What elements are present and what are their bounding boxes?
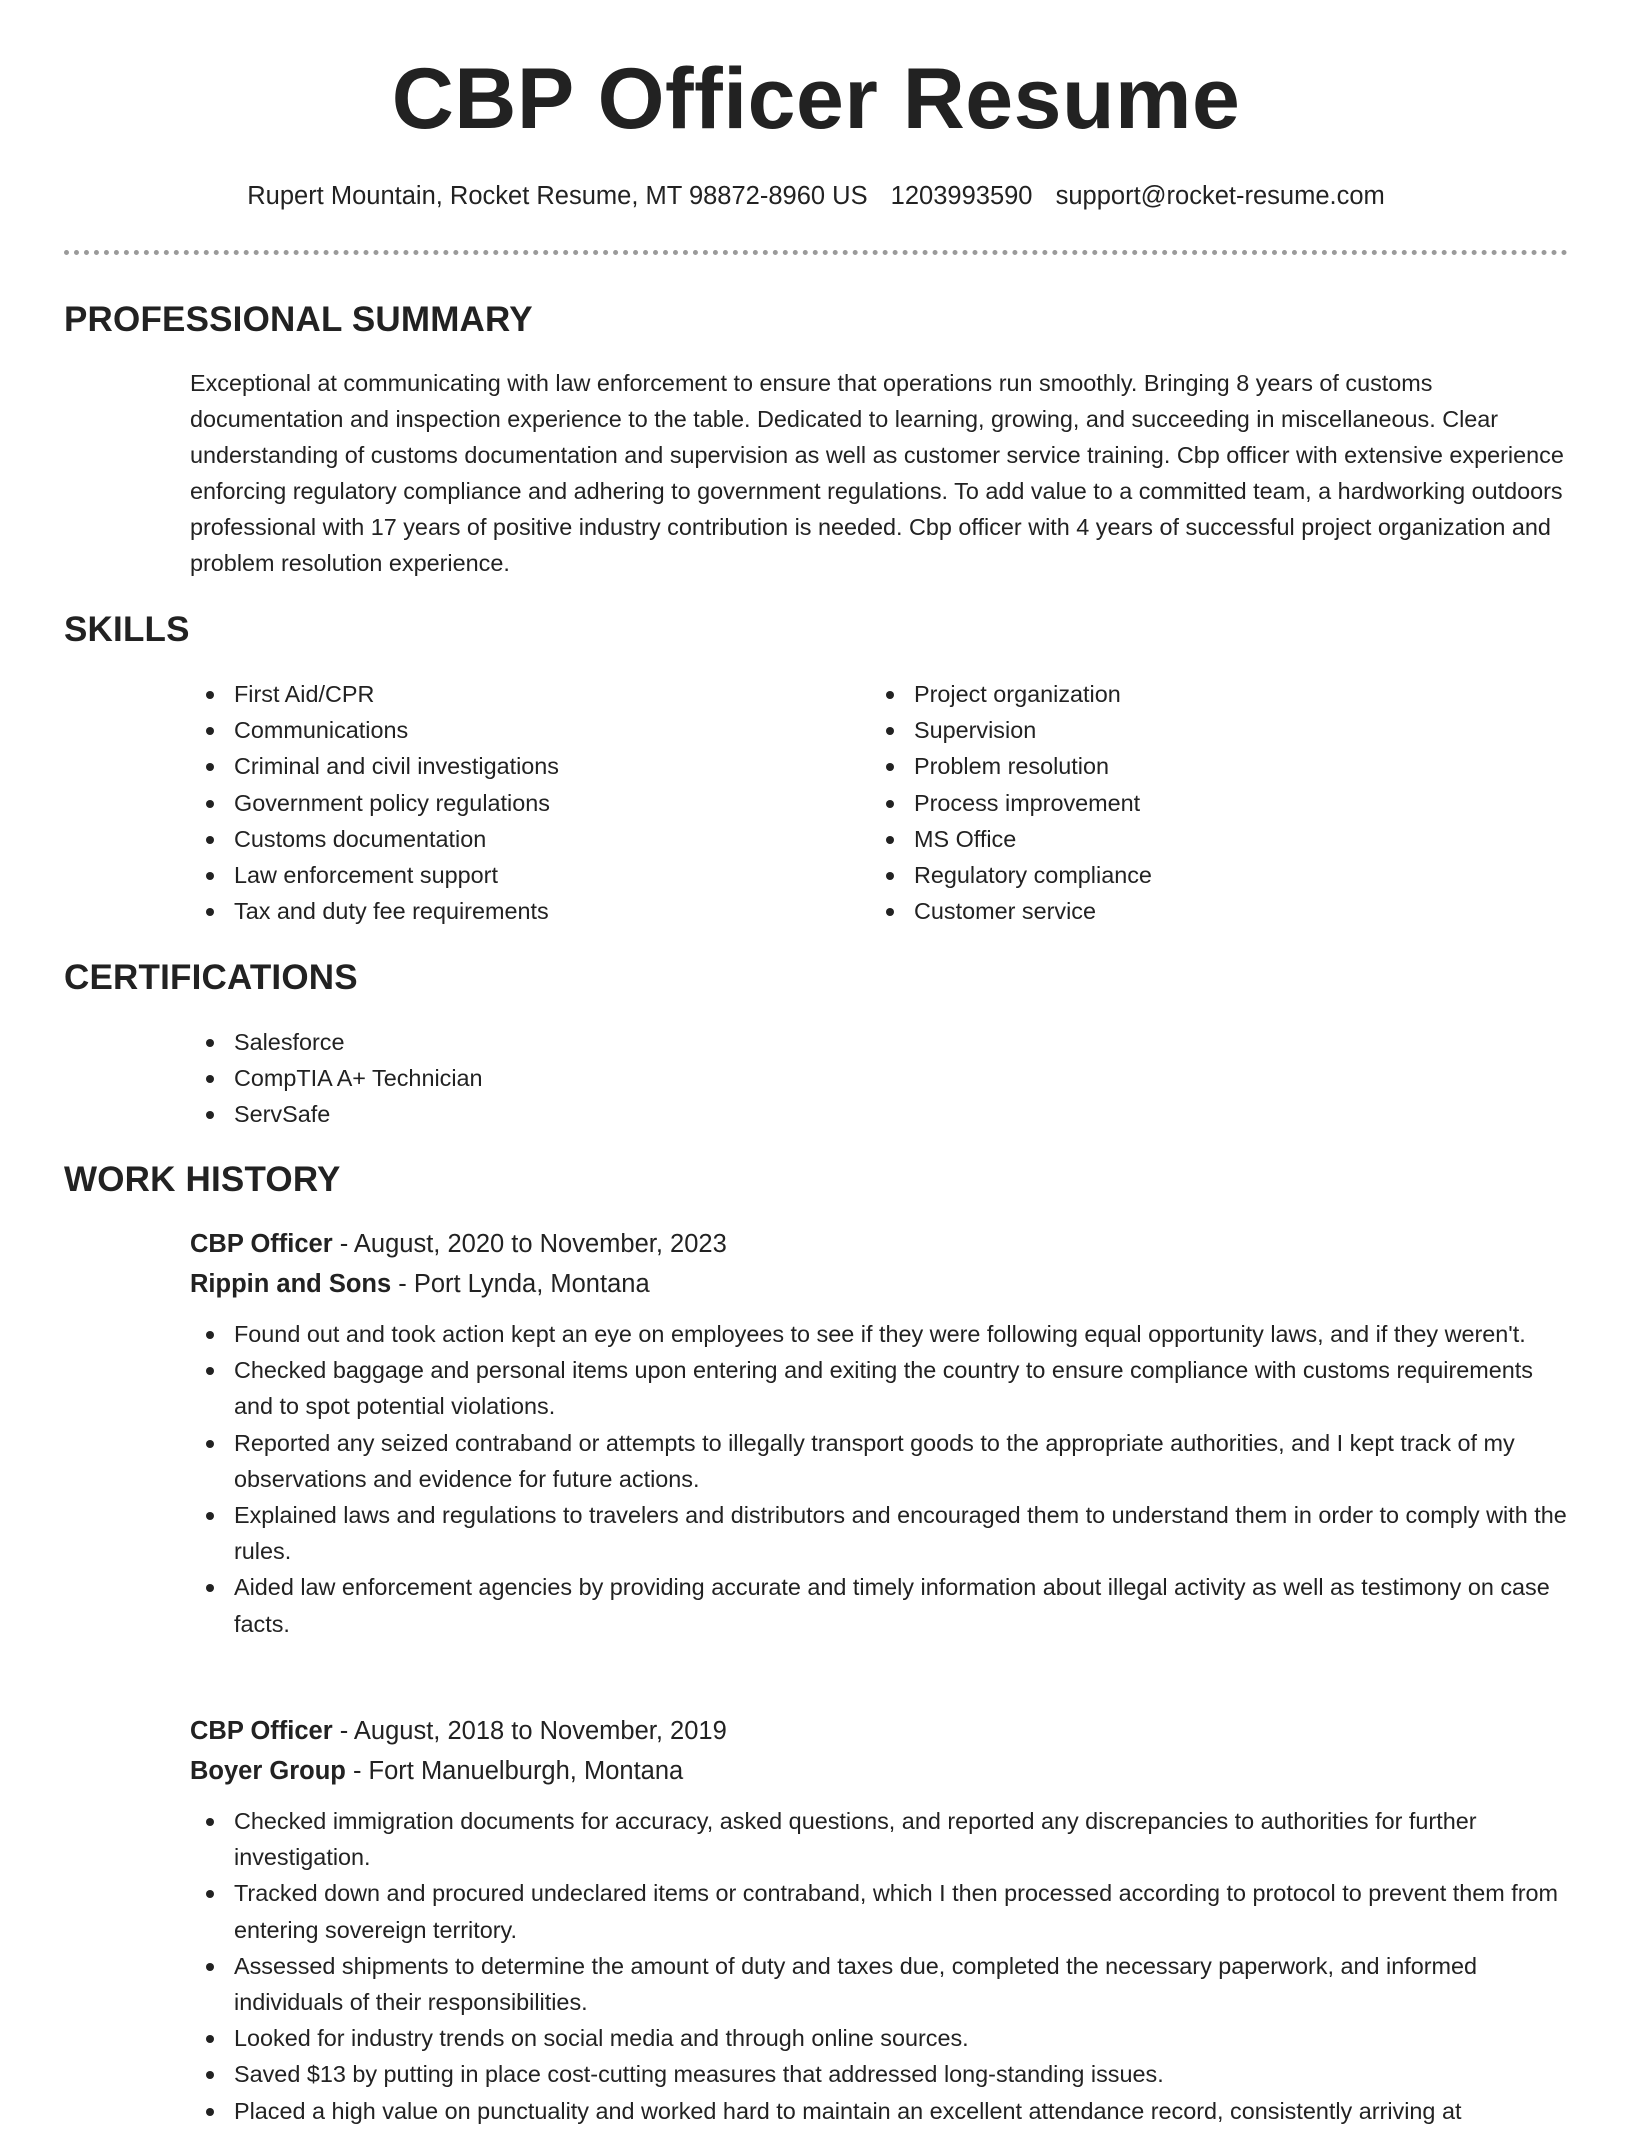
job-location: - Port Lynda, Montana — [391, 1270, 650, 1298]
job-bullet: Aided law enforcement agencies by providing accurate and timely information about illegal activity as well as testimony on case facts. — [190, 1569, 1570, 1641]
header-divider — [64, 250, 1568, 255]
summary-heading: PROFESSIONAL SUMMARY — [64, 300, 533, 339]
skill-item: Criminal and civil investigations — [190, 748, 559, 784]
job-title-line — [190, 1711, 1570, 1751]
skill-item: First Aid/CPR — [190, 676, 559, 712]
job-bullet: Reported any seized contraband or attempts to illegally transport goods to the appropriate authorities, and I kept track of my observations and evidence for future actions. — [190, 1425, 1570, 1497]
skills-left-list — [190, 676, 559, 929]
certifications-heading: CERTIFICATIONS — [64, 958, 358, 997]
job-location: - Fort Manuelburgh, Montana — [345, 1757, 684, 1785]
job-bullet: Looked for industry trends on social media and through online sources. — [190, 2020, 1570, 2056]
job-bullet: Tracked down and procured undeclared items or contraband, which I then processed according to protocol to prevent them from entering sovereign territory. — [190, 1875, 1570, 1947]
certifications-bullets — [190, 1024, 483, 1133]
job-bullets — [0, 1803, 1570, 2129]
job-entry — [190, 1711, 1570, 2129]
skill-item: Customs documentation — [190, 821, 559, 857]
job-title-line — [190, 1224, 1570, 1264]
job-company: Rippin and Sons — [190, 1270, 392, 1298]
job-bullet: Explained laws and regulations to travelers and distributors and encouraged them to understand them in order to comply with the rules. — [190, 1497, 1570, 1569]
job-company-line — [190, 1264, 1570, 1304]
contact-line — [0, 182, 1632, 211]
job-dates: - August, 2020 to November, 2023 — [332, 1230, 727, 1258]
skill-item: Government policy regulations — [190, 785, 559, 821]
job-bullet: Checked immigration documents for accuracy, asked questions, and reported any discrepancies to authorities for further investigation. — [190, 1803, 1570, 1875]
job-bullet: Checked baggage and personal items upon entering and exiting the country to ensure compliance with customs requirements and to spot potential violations. — [190, 1352, 1570, 1424]
job-bullet: Placed a high value on punctuality and worked hard to maintain an excellent attendance record, consistently arriving at — [190, 2093, 1570, 2129]
skill-item: Supervision — [870, 712, 1152, 748]
skill-item: MS Office — [870, 821, 1152, 857]
certification-item: ServSafe — [190, 1096, 483, 1132]
job-bullet: Assessed shipments to determine the amount of duty and taxes due, completed the necessary paperwork, and informed individuals of their responsibilities. — [190, 1948, 1570, 2020]
skills-right-column — [870, 676, 1152, 929]
skill-item: Regulatory compliance — [870, 857, 1152, 893]
skill-item: Process improvement — [870, 785, 1152, 821]
certification-item: CompTIA A+ Technician — [190, 1060, 483, 1096]
job-bullet: Found out and took action kept an eye on employees to see if they were following equal opportunity laws, and if they weren't. — [190, 1316, 1570, 1352]
skills-right-list — [870, 676, 1152, 929]
certifications-list — [190, 1024, 483, 1133]
contact-email: support@rocket-resume.com — [1055, 182, 1385, 210]
skills-heading: SKILLS — [64, 610, 190, 649]
job-company: Boyer Group — [190, 1757, 346, 1785]
job-title: CBP Officer — [190, 1230, 333, 1258]
job-title: CBP Officer — [190, 1717, 333, 1745]
summary-text: Exceptional at communicating with law enforcement to ensure that operations run smoothly. Bringing 8 years of customs documentation and inspection experience to the table. Dedicated to learning, growing, and succeeding in miscellaneous. Clear understanding of customs documentation and supervision as well as customer service training. Cbp officer with extensive experience enforcing regulatory compliance and adhering to government regulations. To add value to a committed team, a hardworking outdoors professional with 17 years of positive industry contribution is needed. Cbp officer with 4 years of successful project organization and problem resolution experience. — [190, 370, 1564, 576]
skills-left-column — [190, 676, 559, 929]
skill-item: Problem resolution — [870, 748, 1152, 784]
skill-item: Project organization — [870, 676, 1152, 712]
job-entry — [190, 1224, 1570, 1642]
certification-item: Salesforce — [190, 1024, 483, 1060]
contact-phone: 1203993590 — [890, 182, 1033, 210]
job-bullet: Saved $13 by putting in place cost-cutting measures that addressed long-standing issues. — [190, 2056, 1570, 2092]
resume-title: CBP Officer Resume — [391, 51, 1241, 147]
job-company-line — [190, 1751, 1570, 1791]
skill-item: Communications — [190, 712, 559, 748]
skill-item: Customer service — [870, 893, 1152, 929]
skill-item: Tax and duty fee requirements — [190, 893, 559, 929]
contact-address: Rupert Mountain, Rocket Resume, MT 98872-8960 US — [247, 182, 868, 210]
job-bullets — [0, 1316, 1570, 1642]
work-history-heading: WORK HISTORY — [64, 1160, 341, 1199]
skill-item: Law enforcement support — [190, 857, 559, 893]
job-dates: - August, 2018 to November, 2019 — [332, 1717, 727, 1745]
